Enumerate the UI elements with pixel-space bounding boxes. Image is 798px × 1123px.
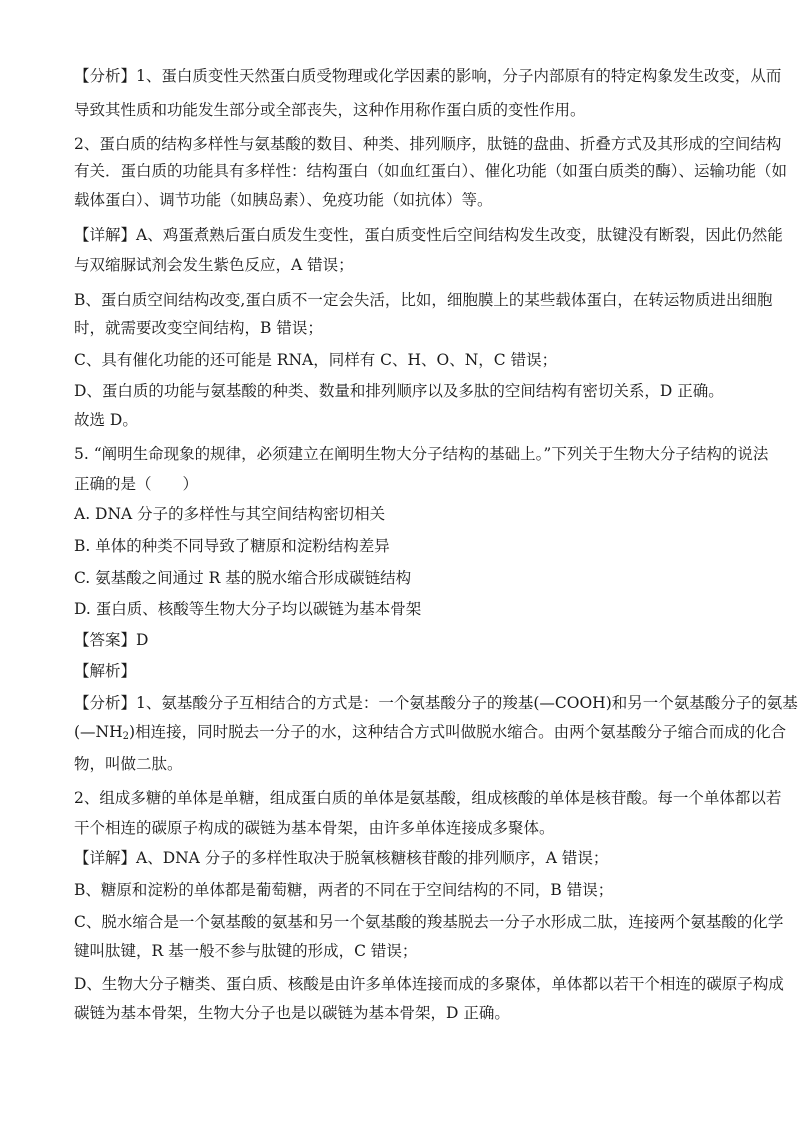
option-b: B. 单体的种类不同导致了糖原和淀粉结构差异 [74, 537, 390, 555]
explanation-analysis-2-line-1: 2、组成多糖的单体是单糖，组成蛋白质的单体是氨基酸，组成核酸的单体是核苷酸。每一个单体都以若 [74, 789, 782, 807]
amino-group-prefix: (—NH [74, 723, 123, 741]
detail-d-line: D、蛋白质的功能与氨基酸的种类、数量和排列顺序以及多肽的空间结构有密切关系，D 正确。 [74, 382, 724, 400]
answer-line: 【答案】D [74, 631, 149, 649]
analysis-2-line-2: 有关．蛋白质的功能具有多样性：结构蛋白（如血红蛋白）、催化功能（如蛋白质类的酶）、运输功能（如 [74, 162, 788, 180]
explanation-analysis-1-line-2 [74, 722, 787, 742]
question-5-line-2: 正确的是（ ） [74, 475, 199, 493]
explanation-detail-b: B、糖原和淀粉的单体都是葡萄糖，两者的不同在于空间结构的不同，B 错误； [74, 881, 614, 899]
detail-c-line: C、具有催化功能的还可能是 RNA，同样有 C、H、O、N，C 错误； [74, 351, 558, 369]
conclusion-line: 故选 D。 [74, 411, 138, 429]
explanation-detail-c-line-1: C、脱水缩合是一个氨基酸的氨基和另一个氨基酸的羧基脱去一分子水形成二肽，连接两个氨基酸的化学 [74, 913, 784, 931]
analysis-1-line-2: 导致其性质和功能发生部分或全部丧失，这种作用称作蛋白质的变性作用。 [74, 101, 586, 119]
explanation-detail-d-line-1: D、生物大分子糖类、蛋白质、核酸是由许多单体连接而成的多聚体，单体都以若干个相连的碳原子构成 [74, 975, 784, 993]
analysis-2-line-3: 载体蛋白）、调节功能（如胰岛素）、免疫功能（如抗体）等。 [74, 191, 493, 209]
explanation-detail-d-line-2: 碳链为基本骨架，生物大分子也是以碳链为基本骨架，D 正确。 [74, 1004, 510, 1022]
option-a: A. DNA 分子的多样性与其空间结构密切相关 [74, 505, 386, 523]
detail-b-line-1: B、蛋白质空间结构改变,蛋白质不一定会失活，比如，细胞膜上的某些载体蛋白，在转运物质进出细胞 [74, 291, 773, 309]
detail-a-line-2: 与双缩脲试剂会发生紫色反应，A 错误； [74, 256, 354, 274]
explanation-analysis-2-line-2: 干个相连的碳原子构成的碳链为基本骨架，由许多单体连接成多聚体。 [74, 819, 555, 837]
detail-a-line-1: 【详解】A、鸡蛋煮熟后蛋白质发生变性，蛋白质变性后空间结构发生改变，肽键没有断裂，因此仍然能 [74, 226, 783, 244]
option-c: C. 氨基酸之间通过 R 基的脱水缩合形成碳链结构 [74, 569, 412, 587]
explanation-detail-a: 【详解】A、DNA 分子的多样性取决于脱氧核糖核苷酸的排列顺序，A 错误； [74, 849, 609, 867]
amino-group-suffix: )相连接，同时脱去一分子的水，这种结合方式叫做脱水缩合。由两个氨基酸分子缩合而成的化合 [129, 723, 787, 741]
explanation-heading: 【解析】 [74, 662, 137, 680]
question-5-line-1: 5. “阐明生命现象的规律，必须建立在阐明生物大分子结构的基础上。”下列关于生物大分子结构的说法 [74, 445, 769, 463]
analysis-1-line-1: 【分析】1、蛋白质变性天然蛋白质受物理或化学因素的影响，分子内部原有的特定构象发生改变，从而 [74, 67, 782, 85]
explanation-analysis-1-line-3: 物，叫做二肽。 [74, 755, 183, 773]
explanation-analysis-1-line-1: 【分析】1、氨基酸分子互相结合的方式是：一个氨基酸分子的羧基(—COOH)和另一个氨基酸分子的氨基 [74, 694, 798, 712]
option-d: D. 蛋白质、核酸等生物大分子均以碳链为基本骨架 [74, 600, 422, 618]
amino-group-subscript: 2 [122, 731, 130, 742]
explanation-detail-c-line-2: 键叫肽键，R 基一般不参与肽键的形成，C 错误； [74, 942, 418, 960]
detail-b-line-2: 时，就需要改变空间结构，B 错误； [74, 319, 323, 337]
analysis-2-line-1: 2、蛋白质的结构多样性与氨基酸的数目、种类、排列顺序，肽链的盘曲、折叠方式及其形成的空间结构 [74, 135, 782, 153]
